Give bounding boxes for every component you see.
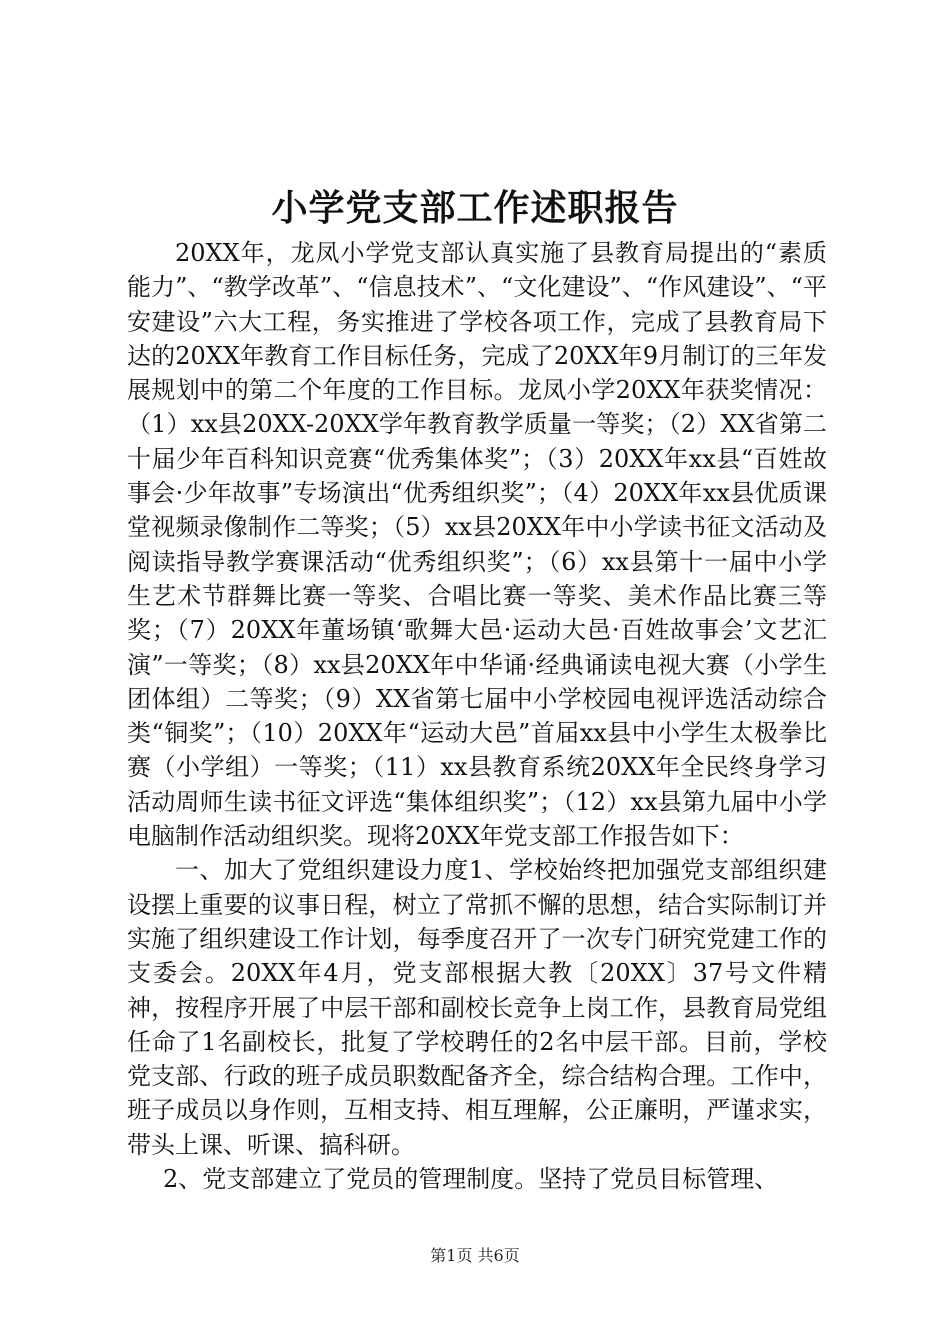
document-body xyxy=(127,236,827,1196)
page-footer: 第1页 共6页 xyxy=(430,1246,520,1265)
paragraph-intro: 20XX年，龙凤小学党支部认真实施了县教育局提出的“素质能力”、“教学改革”、“信息技术”、“文化建设”、“作风建设”、“平安建设”六大工程，务实推进了学校各项工作，完成了县教育局下达的20XX年教育工作目标任务，完成了20XX年9月制订的三年发展规划中的第二个年度的工作目标。龙凤小学20XX年获奖情况：（1）xx县20XX-20XX学年教育教学质量一等奖；（2）XX省第二十届少年百科知识竞赛“优秀集体奖”；（3）20XX年xx县“百姓故事会·少年故事”专场演出“优秀组织奖”；（4）20XX年xx县优质课堂视频录像制作二等奖；（5）xx县20XX年中小学读书征文活动及阅读指导教学赛课活动“优秀组织奖”；（6）xx县第十一届中小学生艺术节群舞比赛一等奖、合唱比赛一等奖、美术作品比赛三等奖；（7）20XX年董场镇‘歌舞大邑·运动大邑·百姓故事会’文艺汇演”一等奖；（8）xx县20XX年中华诵·经典诵读电视大赛（小学生团体组）二等奖；（9）XX省第七届中小学校园电视评选活动综合类“铜奖”；（10）20XX年“运动大邑”首届xx县中小学生太极拳比赛（小学组）一等奖；（11）xx县教育系统20XX年全民终身学习活动周师生读书征文评选“集体组织奖”；（12）xx县第九届中小学电脑制作活动组织奖。现将20XX年党支部工作报告如下： xyxy=(127,239,827,851)
page-title: 小学党支部工作述职报告 xyxy=(271,187,679,229)
paragraph-section-two-start: 2、党支部建立了党员的管理制度。坚持了党员目标管理、 xyxy=(163,1165,779,1194)
paragraph-section-one: 一、加大了党组织建设力度1、学校始终把加强党支部组织建设摆上重要的议事日程，树立了常抓不懈的思想，结合实际制订并实施了组织建设工作计划，每季度召开了一次专门研究党建工作的支委会。20XX年4月，党支部根据大教〔20XX〕37号文件精神，按程序开展了中层干部和副校长竞争上岗工作，县教育局党组任命了1名副校长，批复了学校聘任的2名中层干部。目前，学校党支部、行政的班子成员职数配备齐全，综合结构合理。工作中，班子成员以身作则，互相支持、相互理解，公正廉明，严谨求实，带头上课、听课、搞科研。 xyxy=(127,856,827,1159)
